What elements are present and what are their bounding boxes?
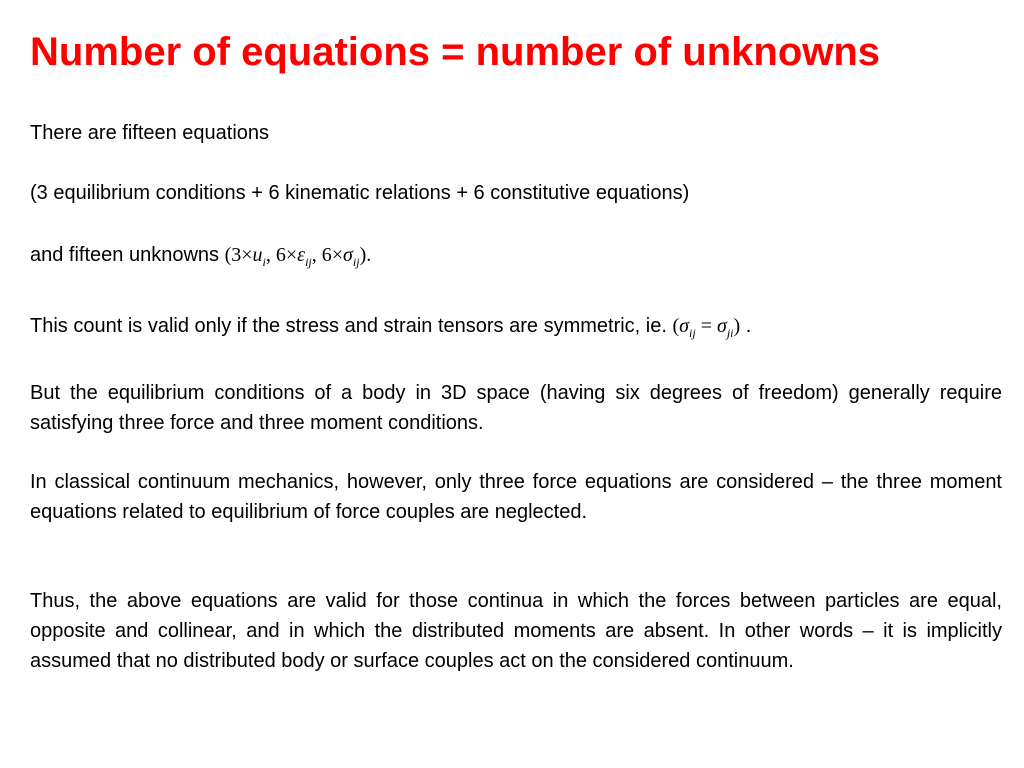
unknowns-line: [30, 242, 371, 268]
symmetry-formula: $(\sigma_{ij} = \sigma_{ji})$: [672, 315, 741, 340]
classical-mechanics-paragraph: In classical continuum mechanics, however, only three force equations are considered – the three moment equations related to equilibrium of force couples are neglected.: [30, 471, 1002, 523]
unknowns-text: and fifteen unknowns: [30, 244, 220, 266]
equilibrium-paragraph: But the equilibrium conditions of a body in 3D space (having six degrees of freedom) generally require satisfying three force and three moment conditions.: [30, 382, 1002, 434]
symmetry-text: This count is valid only if the stress and strain tensors are symmetric, ie.: [30, 315, 667, 337]
symmetry-line: [30, 313, 751, 339]
slide-title: Number of equations = number of unknowns: [30, 30, 881, 74]
symmetry-period: .: [745, 315, 752, 337]
equations-count-text: There are fifteen equations: [30, 122, 270, 144]
validity-paragraph: Thus, the above equations are valid for those continua in which the forces between particles are equal, opposite and collinear, and in which the distributed moments are absent. In other words – it is implicitly assumed that no distributed body or surface couples act on the considered continuum.: [30, 590, 1002, 672]
equations-breakdown-text: (3 equilibrium conditions + 6 kinematic relations + 6 constitutive equations): [30, 182, 690, 204]
unknowns-formula: ($3\times u_i$, $6\times\varepsilon_{ij}$, $6\times\sigma_{ij}$).: [224, 244, 372, 269]
